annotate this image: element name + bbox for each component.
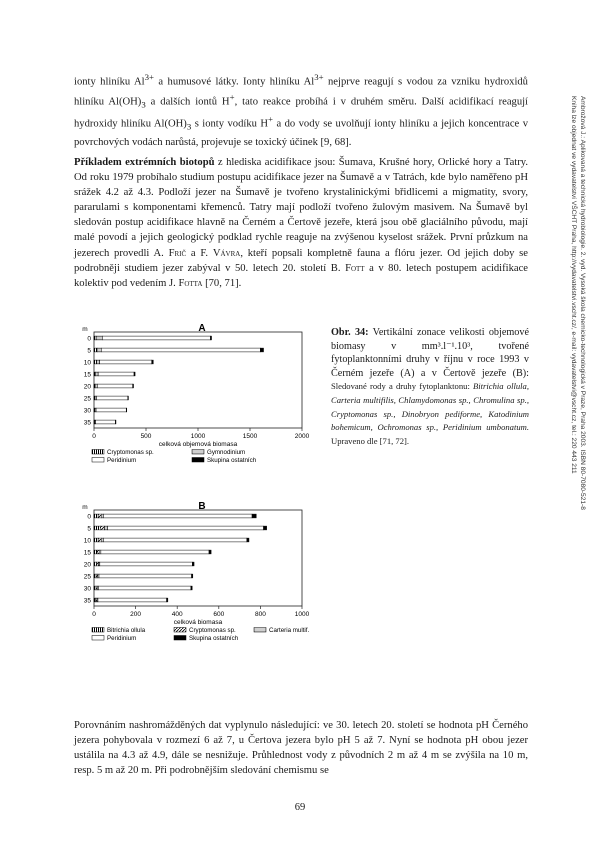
- chart-title: A: [198, 323, 206, 334]
- x-tick-label: 1500: [242, 433, 258, 440]
- legend-swatch: [92, 458, 104, 463]
- bar-segment: [101, 514, 103, 518]
- author-fotta: Fotta: [178, 277, 203, 289]
- chart-title: B: [198, 501, 206, 512]
- y-tick-label: 15: [83, 549, 91, 557]
- y-tick-label: 35: [83, 419, 91, 427]
- legend-label: Peridinium: [107, 457, 137, 464]
- x-axis-label: celková objemová biomasa: [158, 441, 238, 448]
- bar-segment: [101, 550, 209, 554]
- bar-segment: [133, 384, 134, 388]
- plot-frame: [94, 510, 302, 606]
- legend-label: Gymnodinium: [207, 449, 246, 456]
- legend-swatch: [92, 450, 104, 455]
- bar-segment: [134, 372, 135, 376]
- bar-segment: [94, 348, 97, 352]
- bar-segment: [97, 360, 100, 364]
- bar-segment: [94, 538, 98, 542]
- bar-segment: [96, 420, 116, 424]
- bar-segment: [100, 360, 152, 364]
- legend-label: Peridinium: [107, 635, 137, 642]
- bar-segment: [96, 336, 102, 340]
- y-tick-label: 25: [83, 395, 91, 403]
- author-fric: Frič: [168, 247, 187, 259]
- legend-swatch: [174, 636, 186, 641]
- legend-label: Cryptomonas sp.: [107, 449, 154, 456]
- bar-segment: [94, 514, 98, 518]
- bar-segment: [115, 420, 116, 424]
- legend-swatch: [92, 636, 104, 641]
- x-axis-label: celková biomasa: [173, 619, 223, 626]
- bar-segment: [98, 538, 101, 542]
- y-tick-label: 35: [83, 597, 91, 605]
- y-tick-label: 0: [87, 335, 91, 343]
- side-note-line-1: Ambrožová J.: Aplikovaná a technická hydrobiologie. 2. vyd. Vysoká škola chemicko-technologická v Praze, Praha 2003. ISBN 80-7080-521-8: [579, 96, 586, 510]
- paragraph-text-1: z hlediska acidifikace jsou: Šumava, Krušné hory, Orlické hory a Tatry. Od roku 1979 probíhalo studium postupu acidifikace jezer na Šumavě a v Tatrách, kde bylo naměřeno pH srážek 4.2 až 4.3. Podloží jezer na Šumavě je tvořeno krystalinickými břidlicemi a migmatity, svory, pararulami s komponentami křemenců. Tatry mají podloží tvořeno žulovým masivem. Na Šumavě byl sledován postup acidifikace hlavně na Černém a Čertově jezeře, která jsou obě glaciálního původu, mají malé povodí a jejich geologický podklad rychle reaguje na zvýšenou kyselost srážek. První průzkum na jezerech provedli A.: [74, 157, 529, 259]
- legend-label: Cryptomonas sp.: [189, 627, 236, 634]
- y-tick-label: 5: [87, 347, 91, 355]
- y-tick-label: 30: [83, 407, 91, 415]
- page-number: 69: [294, 802, 306, 813]
- side-bibliographic-note: [567, 96, 587, 656]
- x-tick-label: 200: [130, 611, 142, 618]
- caption-species: Bitrichia ollula, Carteria multifilis, Chlamydomonas sp., Chromulina sp., Cryptomonas sp., Dinobryon pediforme, Katodinium bohemicum, Ochromonas sp., Peridinium umbonatum.: [331, 381, 529, 433]
- paragraph-text-2: a F.: [186, 247, 213, 259]
- bar-segment: [95, 384, 97, 388]
- bar-segment: [101, 348, 260, 352]
- bar-segment: [96, 562, 98, 566]
- legend-swatch: [192, 450, 204, 455]
- bar-segment: [167, 598, 168, 602]
- caption-species-lead: Sledované rody a druhy fytoplanktonu:: [331, 381, 474, 392]
- bar-segment: [94, 526, 100, 530]
- bar-segment: [152, 360, 154, 364]
- side-note-line-2: Kniha lze objednat ve vydavatelství VŠCHT Praha, http://vydavatelstvi.vscht.cz/, e-mail: vydavatelstvi@vscht.cz, tel.: 220 443 211: [569, 96, 577, 474]
- bar-segment: [209, 550, 211, 554]
- legend-label: Bitrichia ollula: [107, 627, 146, 634]
- bar-segment: [103, 538, 247, 542]
- paragraph-extreme-biotopes: [74, 155, 528, 291]
- bar-segment: [102, 336, 210, 340]
- paragraph-text-3: , kteří popsali kompletně fauna a flóru jezer. Od jejich doby se podrobněji studiem jezer zabýval v 50. letech 20. století B.: [74, 247, 528, 274]
- legend-swatch: [92, 628, 104, 633]
- author-vavra: Vávra: [212, 247, 241, 259]
- x-tick-label: 400: [171, 611, 183, 618]
- y-unit-label: m: [82, 326, 88, 333]
- chart-b-certovo-jezero: [74, 500, 330, 670]
- bar-segment: [191, 586, 192, 590]
- bar-segment: [94, 550, 97, 554]
- bar-segment: [94, 574, 96, 578]
- bar-segment: [192, 574, 193, 578]
- bar-segment: [101, 538, 103, 542]
- x-tick-label: 1000: [294, 611, 310, 618]
- bar-segment: [192, 562, 194, 566]
- y-tick-label: 5: [87, 525, 91, 533]
- y-tick-label: 15: [83, 371, 91, 379]
- y-tick-label: 10: [83, 537, 91, 545]
- bar-segment: [100, 562, 193, 566]
- bar-segment: [98, 586, 191, 590]
- bar-segment: [104, 526, 107, 530]
- legend-swatch: [192, 458, 204, 463]
- bar-segment: [100, 526, 104, 530]
- bar-segment: [252, 514, 256, 518]
- bar-segment: [98, 372, 134, 376]
- legend-label: Carteria multif.: [269, 627, 310, 634]
- bar-segment: [98, 598, 167, 602]
- y-tick-label: 0: [87, 513, 91, 521]
- bar-segment: [260, 348, 263, 352]
- bar-segment: [96, 372, 99, 376]
- author-fott: Fott: [345, 262, 365, 274]
- y-unit-label: m: [82, 504, 88, 511]
- legend-swatch: [174, 628, 186, 633]
- caption-label: Obr. 34:: [331, 327, 369, 338]
- bar-segment: [210, 336, 211, 340]
- legend-label: Skupina ostatních: [189, 635, 239, 642]
- bar-segment: [247, 538, 249, 542]
- x-tick-label: 2000: [294, 433, 310, 440]
- paragraph-lead-bold: Příkladem extrémních biotopů: [74, 157, 215, 168]
- x-tick-label: 600: [213, 611, 225, 618]
- y-tick-label: 10: [83, 359, 91, 367]
- x-tick-label: 1000: [190, 433, 206, 440]
- caption-text: Vertikální zonace velikosti objemové biomasy v mm³.l⁻¹.10³, tvořené fytoplanktonními druhy v říjnu v roce 1993 v Černém jezeře (A) a v Čertově jezeře (B):: [331, 327, 529, 379]
- y-tick-label: 30: [83, 585, 91, 593]
- bar-segment: [126, 408, 127, 412]
- x-tick-label: 0: [92, 433, 96, 440]
- bar-segment: [264, 526, 267, 530]
- chart-a-cerne-jezero: [74, 322, 330, 492]
- bar-segment: [97, 384, 132, 388]
- y-tick-label: 20: [83, 561, 91, 569]
- paragraph-comparison: Porovnáním nashromážděných dat vyplynulo následující: ve 30. letech 20. století se hodnota pH Černého jezera pohybovala v rozmezí 6 až 7, u Čertova jezera bylo pH 5 až 7. Nyní se hodnota pH obou jezer ustálila na 4.3 až 4.9, dále se nesnižuje. Průhlednost vody z původních 2 m až 4 m se zvýšila na 10 m, resp. 5 m až 20 m. Při podrobnějším sledování chemismu se: [74, 720, 528, 777]
- y-tick-label: 20: [83, 383, 91, 391]
- bar-segment: [97, 396, 128, 400]
- y-tick-label: 25: [83, 573, 91, 581]
- paragraph-text-5: [70, 71].: [202, 277, 242, 289]
- legend-label: Skupina ostatních: [207, 457, 257, 464]
- figure-caption: [331, 326, 529, 448]
- bar-segment: [128, 396, 129, 400]
- bar-segment: [103, 514, 252, 518]
- bar-segment: [96, 408, 126, 412]
- plot-frame: [94, 332, 302, 428]
- x-tick-label: 500: [140, 433, 152, 440]
- bar-segment: [97, 550, 99, 554]
- x-tick-label: 0: [92, 611, 96, 618]
- bar-segment: [97, 348, 101, 352]
- bar-segment: [94, 586, 96, 590]
- bar-segment: [94, 562, 96, 566]
- bar-segment: [98, 514, 101, 518]
- bar-segment: [108, 526, 264, 530]
- legend-swatch: [254, 628, 266, 633]
- bar-segment: [99, 574, 192, 578]
- x-tick-label: 800: [254, 611, 266, 618]
- bar-segment: [94, 336, 96, 340]
- paragraph-aluminium: ionty hliníku $Al^{3+}$ a humusové látky. Ionty hliníku $Al^{3+}$ nejprve reagují s vodou za vzniku hydroxidů hliníku $Al(OH)_3$ a dalších iontů H+, tato reakce probíhá i v druhém směru. Další acidifikací reagují hydroxidy hliníku $Al(OH)_3$ s ionty vodíku H+ a do vody se uvolňují ionty hliníku a jejich koncentrace v povrchových vodách narůstá, projevuje se toxický účinek [9, 68].: [74, 72, 529, 149]
- bar-segment: [94, 360, 97, 364]
- caption-source: Upraveno dle [71, 72].: [331, 435, 410, 446]
- paragraph-text-4: a v 80. letech postupem acidifikace kolektiv pod vedením J.: [74, 262, 528, 289]
